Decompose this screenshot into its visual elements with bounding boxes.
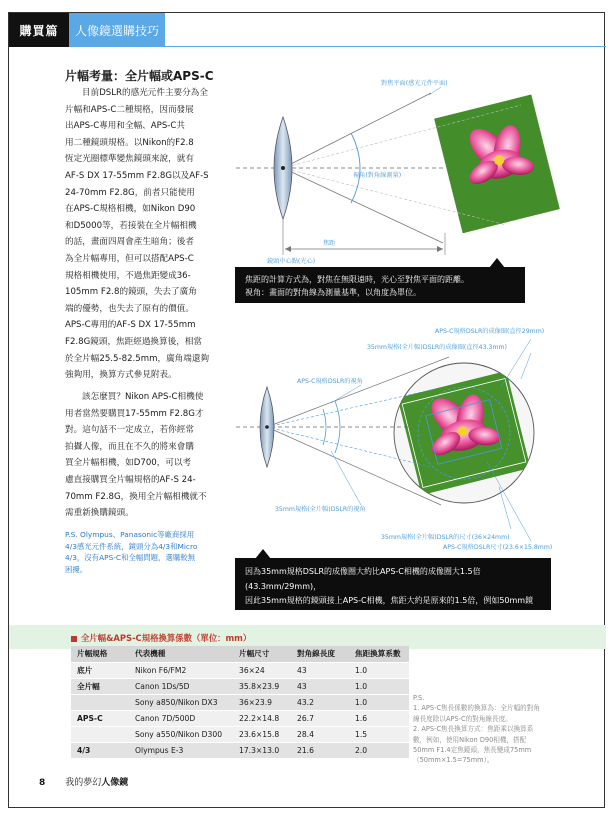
bullet-square <box>71 636 77 642</box>
cell: 4/3 <box>71 742 129 758</box>
ff-size-label: 35mm規格(全片幅)DSLR的尺寸(36×24mm) <box>381 534 510 541</box>
cell: 1.0 <box>349 694 409 710</box>
text-line: 105mm F2.8的鏡頭，失去了廣角 <box>65 287 197 298</box>
page-footer <box>39 775 128 788</box>
ps-line: 線長度除以APS-C的對角線長度。 <box>413 714 512 723</box>
table-row <box>71 678 409 694</box>
cell: 43 <box>291 678 349 694</box>
cell: 1.0 <box>349 678 409 694</box>
paragraph-1 <box>65 85 223 384</box>
caption-line: 焦距的計算方式為，對焦在無限遠時，光心至對焦平面的距離。 <box>245 275 469 284</box>
cell: 17.3×13.0 <box>233 742 291 758</box>
text-line: 用者當然要購買17-55mm F2.8G才 <box>65 408 204 419</box>
text-line: 恆定光圈標準變焦鏡頭來說，就有 <box>65 154 194 165</box>
aps-image-circle-label: APS-C規格DSLR的成像圈(直徑29mm) <box>435 328 545 335</box>
text-line: 片幅和APS-C二種規格，因而發展 <box>65 104 194 115</box>
cell: 22.2×14.8 <box>233 710 291 726</box>
cell: Canon 1Ds/5D <box>129 678 233 694</box>
text-line: AF-S DX 17-55mm F2.8G以及AF-S <box>65 170 209 181</box>
header-rule <box>165 46 606 47</box>
caption-line: 視角：畫面的對角線為測量基準，以角度為單位。 <box>245 288 421 297</box>
col-header: 焦距換算系數 <box>349 646 409 662</box>
topic-tab: 人像鏡選購技巧 <box>69 13 165 47</box>
cell: 2.0 <box>349 742 409 758</box>
olympus-note <box>65 529 223 575</box>
cell: 全片幅 <box>71 678 129 694</box>
cell: 21.6 <box>291 742 349 758</box>
cell <box>71 694 129 710</box>
text-line: 的話，畫面四周會產生暗角；後者 <box>65 237 194 248</box>
focal-length-diagram <box>231 65 601 265</box>
ps-item-1 <box>413 703 583 724</box>
text-line: 目前DSLR的感光元件主要分為全 <box>82 88 208 98</box>
ps-line: 數，例如，使用Nikon D90相機，搭配 <box>413 735 527 744</box>
cell: APS-C <box>71 710 129 726</box>
note-line: 4/3感光元件系統，鏡頭分為4/3和Micro <box>65 541 198 551</box>
text-line: 該怎麼買？Nikon APS-C相機使 <box>82 392 204 402</box>
optical-center-label: 鏡頭中心點(光心) <box>267 258 316 265</box>
text-line: 用二種鏡頭規格。以Nikon的F2.8 <box>65 137 194 148</box>
text-line: 在APS-C規格相機，如Nikon D90 <box>65 204 196 215</box>
text-line: 拍攝人像，而且在不久的將來會購 <box>65 441 194 452</box>
text-line: 70mm F2.8G，換用全片幅相機就不 <box>65 491 207 502</box>
image-circle-diagram <box>231 317 601 551</box>
note-line: 4/3，沒有APS-C和全幅問題，選購較無 <box>65 553 196 563</box>
note-line: 困擾。 <box>65 564 88 574</box>
conversion-table <box>71 646 409 759</box>
flower-photo <box>434 95 560 234</box>
cell: 43 <box>291 662 349 678</box>
cell: 36×23.9 <box>233 694 291 710</box>
table-row <box>71 726 409 742</box>
cell: 1.6 <box>349 710 409 726</box>
cell: 1.0 <box>349 662 409 678</box>
note-line: P.S. Olympus、Panasonic等廠商採用 <box>65 530 195 539</box>
paragraph-2 <box>65 389 223 522</box>
cell <box>71 726 129 742</box>
cell: 1.5 <box>349 726 409 742</box>
table-row <box>71 742 409 758</box>
cell: Olympus E-3 <box>129 742 233 758</box>
table-row <box>71 710 409 726</box>
text-line: 和D5000等，若接裝在全片幅相機 <box>65 220 197 231</box>
text-line: 出APS-C專用和全幅、APS-C共 <box>65 121 185 132</box>
table-title-text: 全片幅&APS-C規格換算係數（單位：mm） <box>81 633 252 643</box>
book-title-suffix: 人像鏡 <box>101 778 129 788</box>
ff-image-circle-label: 35mm規格(全片幅)DSLR的成像圈(直徑43.3mm) <box>367 344 507 351</box>
text-line: 為全片幅專用，但可以搭配APS-C <box>65 253 194 264</box>
aps-angle-label: APS-C規格DSLR的視角 <box>297 378 363 385</box>
text-line: 規格相機使用，不過焦距變成36- <box>65 270 191 281</box>
table-title <box>71 632 251 644</box>
col-header: 片幅尺寸 <box>233 646 291 662</box>
cell: 35.8×23.9 <box>233 678 291 694</box>
text-line: 需重新換購鏡頭。 <box>65 508 134 519</box>
ps-line: 2. APS-C焦長換算方式：焦距乘以換算系 <box>413 725 534 734</box>
text-line: 24-70mm F2.8G，前者只能使用 <box>65 187 195 198</box>
aps-size-label: APS-C規格DSLR尺寸(23.6×15.8mm) <box>443 544 553 551</box>
cell: Nikon F6/FM2 <box>129 662 233 678</box>
focal-caption <box>235 267 525 303</box>
cell: 36×24 <box>233 662 291 678</box>
text-line: 買全片幅相機，如D700，可以考 <box>65 458 192 469</box>
article-title: 片幅考量：全片幅或APS-C <box>65 69 214 83</box>
book-title-prefix: 我的夢幻 <box>65 778 102 788</box>
table-row <box>71 694 409 710</box>
cell: 底片 <box>71 662 129 678</box>
section-tab: 購買篇 <box>9 13 69 47</box>
text-line: APS-C專用的AF-S DX 17-55mm <box>65 320 196 331</box>
table-row <box>71 662 409 678</box>
ps-item-2 <box>413 724 583 766</box>
col-header: 片幅規格 <box>71 646 129 662</box>
page-number: 8 <box>39 778 46 788</box>
magazine-page <box>8 12 605 808</box>
cell: 26.7 <box>291 710 349 726</box>
cell: Sony a550/Nikon D300 <box>129 726 233 742</box>
caption-line: 因此35mm規格的鏡頭接上APS-C相機，焦距大約是原來的1.5倍，例如50mm鏡頭的 <box>245 596 534 620</box>
col-header: 代表機種 <box>129 646 233 662</box>
text-line: 端的優勢，也失去了原有的價值。 <box>65 303 194 314</box>
ps-notes <box>413 693 583 766</box>
cell: Sony a850/Nikon DX3 <box>129 694 233 710</box>
angle-label: 視角(對角線測量) <box>353 172 402 179</box>
text-line: F2.8G鏡頭，焦距經過換算後，相當 <box>65 336 202 347</box>
image-circle-caption <box>235 558 551 620</box>
caption-line: 因為35mm規格DSLR的成像圈大約比APS-C相機的成像圈大1.5倍(43.3mm/29mm)， <box>245 567 481 591</box>
focal-label: 焦距 <box>323 240 336 247</box>
text-line: 慮直接購買全片幅規格的AF-S 24- <box>65 474 196 485</box>
cell: 28.4 <box>291 726 349 742</box>
cell: Canon 7D/500D <box>129 710 233 726</box>
ps-head: P.S. <box>413 694 425 702</box>
ps-line: （50mm×1.5=75mm）。 <box>413 756 494 765</box>
col-header: 對角線長度 <box>291 646 349 662</box>
text-line: 對。這句話不一定成立，若你經常 <box>65 425 194 436</box>
table-header-row <box>71 646 409 662</box>
cell: 43.2 <box>291 694 349 710</box>
text-line: 於全片幅25.5-82.5mm，廣角端還夠 <box>65 353 210 364</box>
sensor-plane-label: 對焦平面(感光元件平面) <box>381 80 448 87</box>
ff-angle-label: 35mm規格(全片幅)DSLR的視角 <box>275 506 366 513</box>
ps-line: 50mm F1.4定焦鏡頭，焦長變成75mm <box>413 746 532 755</box>
cell: 23.6×15.8 <box>233 726 291 742</box>
text-line: 強夠用，換算方式參見附表。 <box>65 370 177 381</box>
ps-line: 1. APS-C焦長係數的換算為：全片幅的對角 <box>413 704 540 713</box>
